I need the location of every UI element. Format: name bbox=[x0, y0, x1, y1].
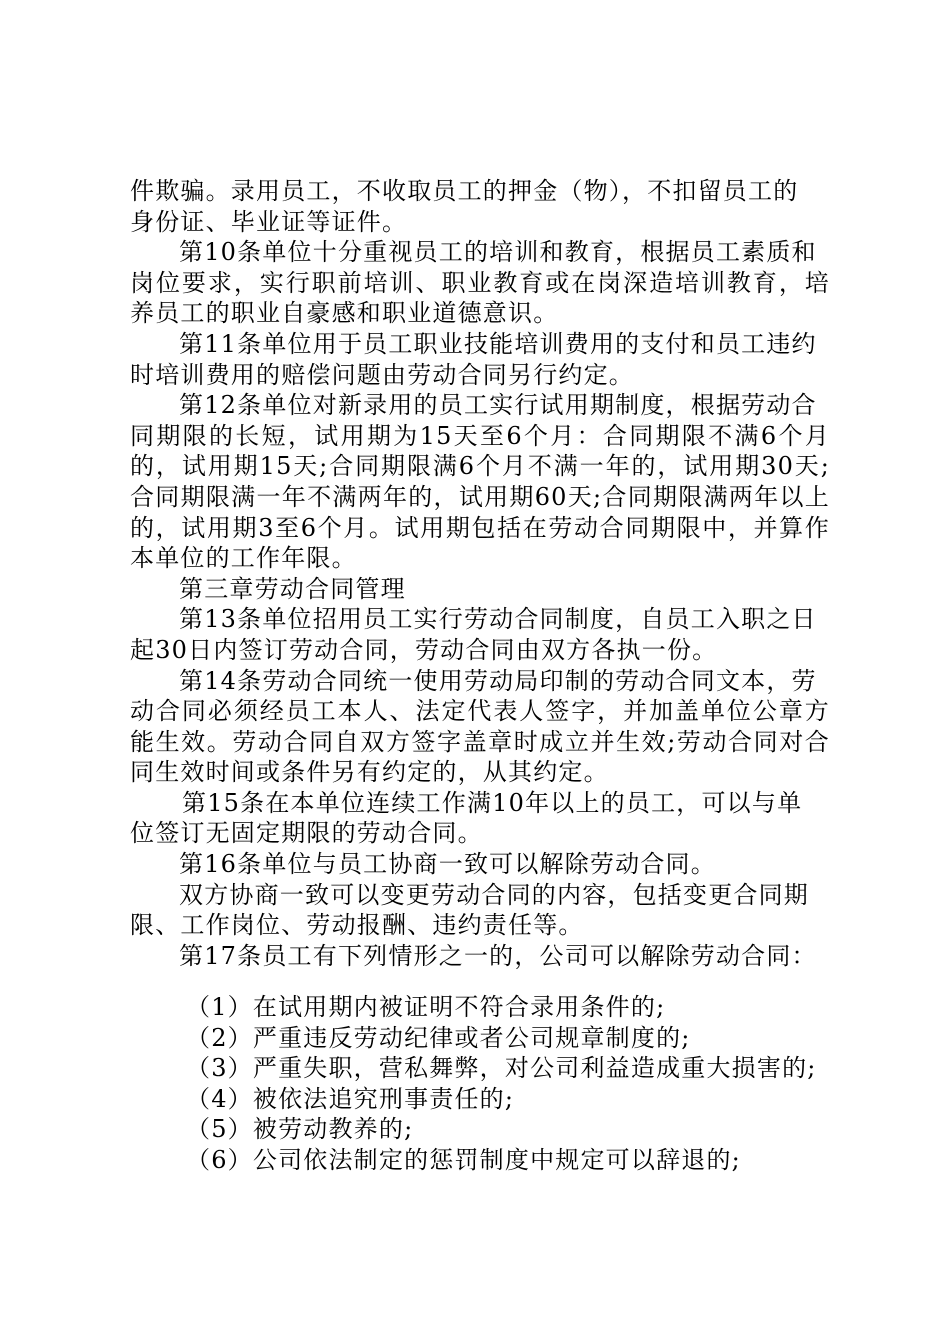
paragraph-text: 同期限的长短，试用期为15天至6个月：合同期限不满6个月的，试用期15天;合同期限满6个月不满一年的，试用期30天;合同期限满一年不满两年的，试用期60天;合同期限满两年以上的，试用期3至6个月。试用期包括在劳动合同期限中，并算作本单位的工作年限。 bbox=[130, 421, 830, 573]
paragraph-text: 限、工作岗位、劳动报酬、违约责任等。 bbox=[130, 911, 584, 940]
document-body bbox=[130, 176, 830, 971]
paragraph bbox=[130, 237, 830, 329]
paragraph bbox=[130, 880, 830, 941]
termination-conditions-list bbox=[186, 992, 836, 1176]
paragraph bbox=[130, 390, 830, 574]
list-item: （3）严重失职，营私舞弊，对公司利益造成重大损害的; bbox=[186, 1054, 817, 1083]
paragraph-text: 身份证、毕业证等证件。 bbox=[130, 207, 408, 236]
paragraph-text: 动合同必须经员工本人、法定代表人签字，并加盖单位公章方能生效。劳动合同自双方签字盖章时成立并生效;劳动合同对合同生效时间或条件另有约定的，从其约定。 bbox=[130, 697, 830, 787]
paragraph-line: 件欺骗。录用员工，不收取员工的押金（物），不扣留员工的 bbox=[130, 177, 799, 205]
paragraph bbox=[130, 849, 830, 880]
paragraph bbox=[130, 329, 830, 390]
list-item: （4）被依法追究刑事责任的; bbox=[186, 1084, 515, 1113]
chapter-title: 第三章劳动合同管理 bbox=[179, 574, 406, 603]
paragraph-line: 第16条单位与员工协商一致可以解除劳动合同。 bbox=[179, 850, 716, 879]
paragraph-text: 位签订无固定期限的劳动合同。 bbox=[130, 819, 483, 848]
paragraph-text: 岗位要求，实行职前培训、职业教育或在岗深造培训教育，培养员工的职业自豪感和职业道德意识。 bbox=[130, 268, 830, 328]
list-item: （6）公司依法制定的惩罚制度中规定可以辞退的; bbox=[186, 1145, 741, 1174]
paragraph bbox=[130, 604, 830, 665]
paragraph bbox=[130, 788, 830, 849]
paragraph bbox=[130, 666, 830, 788]
chapter-heading bbox=[130, 574, 830, 605]
paragraph-line: 第17条员工有下列情形之一的，公司可以解除劳动合同： bbox=[179, 941, 817, 970]
paragraph-line: 第13条单位招用员工实行劳动合同制度，自员工入职之日 bbox=[179, 605, 817, 634]
paragraph-line: 第10条单位十分重视员工的培训和教育，根据员工素质和 bbox=[179, 238, 817, 267]
paragraph-text: 时培训费用的赔偿问题由劳动合同另行约定。 bbox=[130, 360, 634, 389]
paragraph-line: 第15条在本单位连续工作满10年以上的员工，可以与单 bbox=[182, 788, 803, 817]
paragraph-text: 起30日内签订劳动合同，劳动合同由双方各执一份。 bbox=[130, 635, 718, 664]
list-item: （2）严重违反劳动纪律或者公司规章制度的; bbox=[186, 1023, 691, 1052]
paragraph bbox=[130, 176, 830, 237]
paragraph bbox=[130, 941, 830, 972]
paragraph-line: 第11条单位用于员工职业技能培训费用的支付和员工违约 bbox=[179, 329, 817, 358]
list-item: （5）被劳动教养的; bbox=[186, 1115, 414, 1144]
paragraph-line: 第12条单位对新录用的员工实行试用期制度，根据劳动合 bbox=[179, 391, 817, 420]
paragraph-line: 双方协商一致可以变更劳动合同的内容，包括变更合同期 bbox=[179, 880, 809, 909]
list-item: （1）在试用期内被证明不符合录用条件的; bbox=[186, 993, 666, 1021]
paragraph-line: 第14条劳动合同统一使用劳动局印制的劳动合同文本，劳 bbox=[179, 666, 817, 695]
